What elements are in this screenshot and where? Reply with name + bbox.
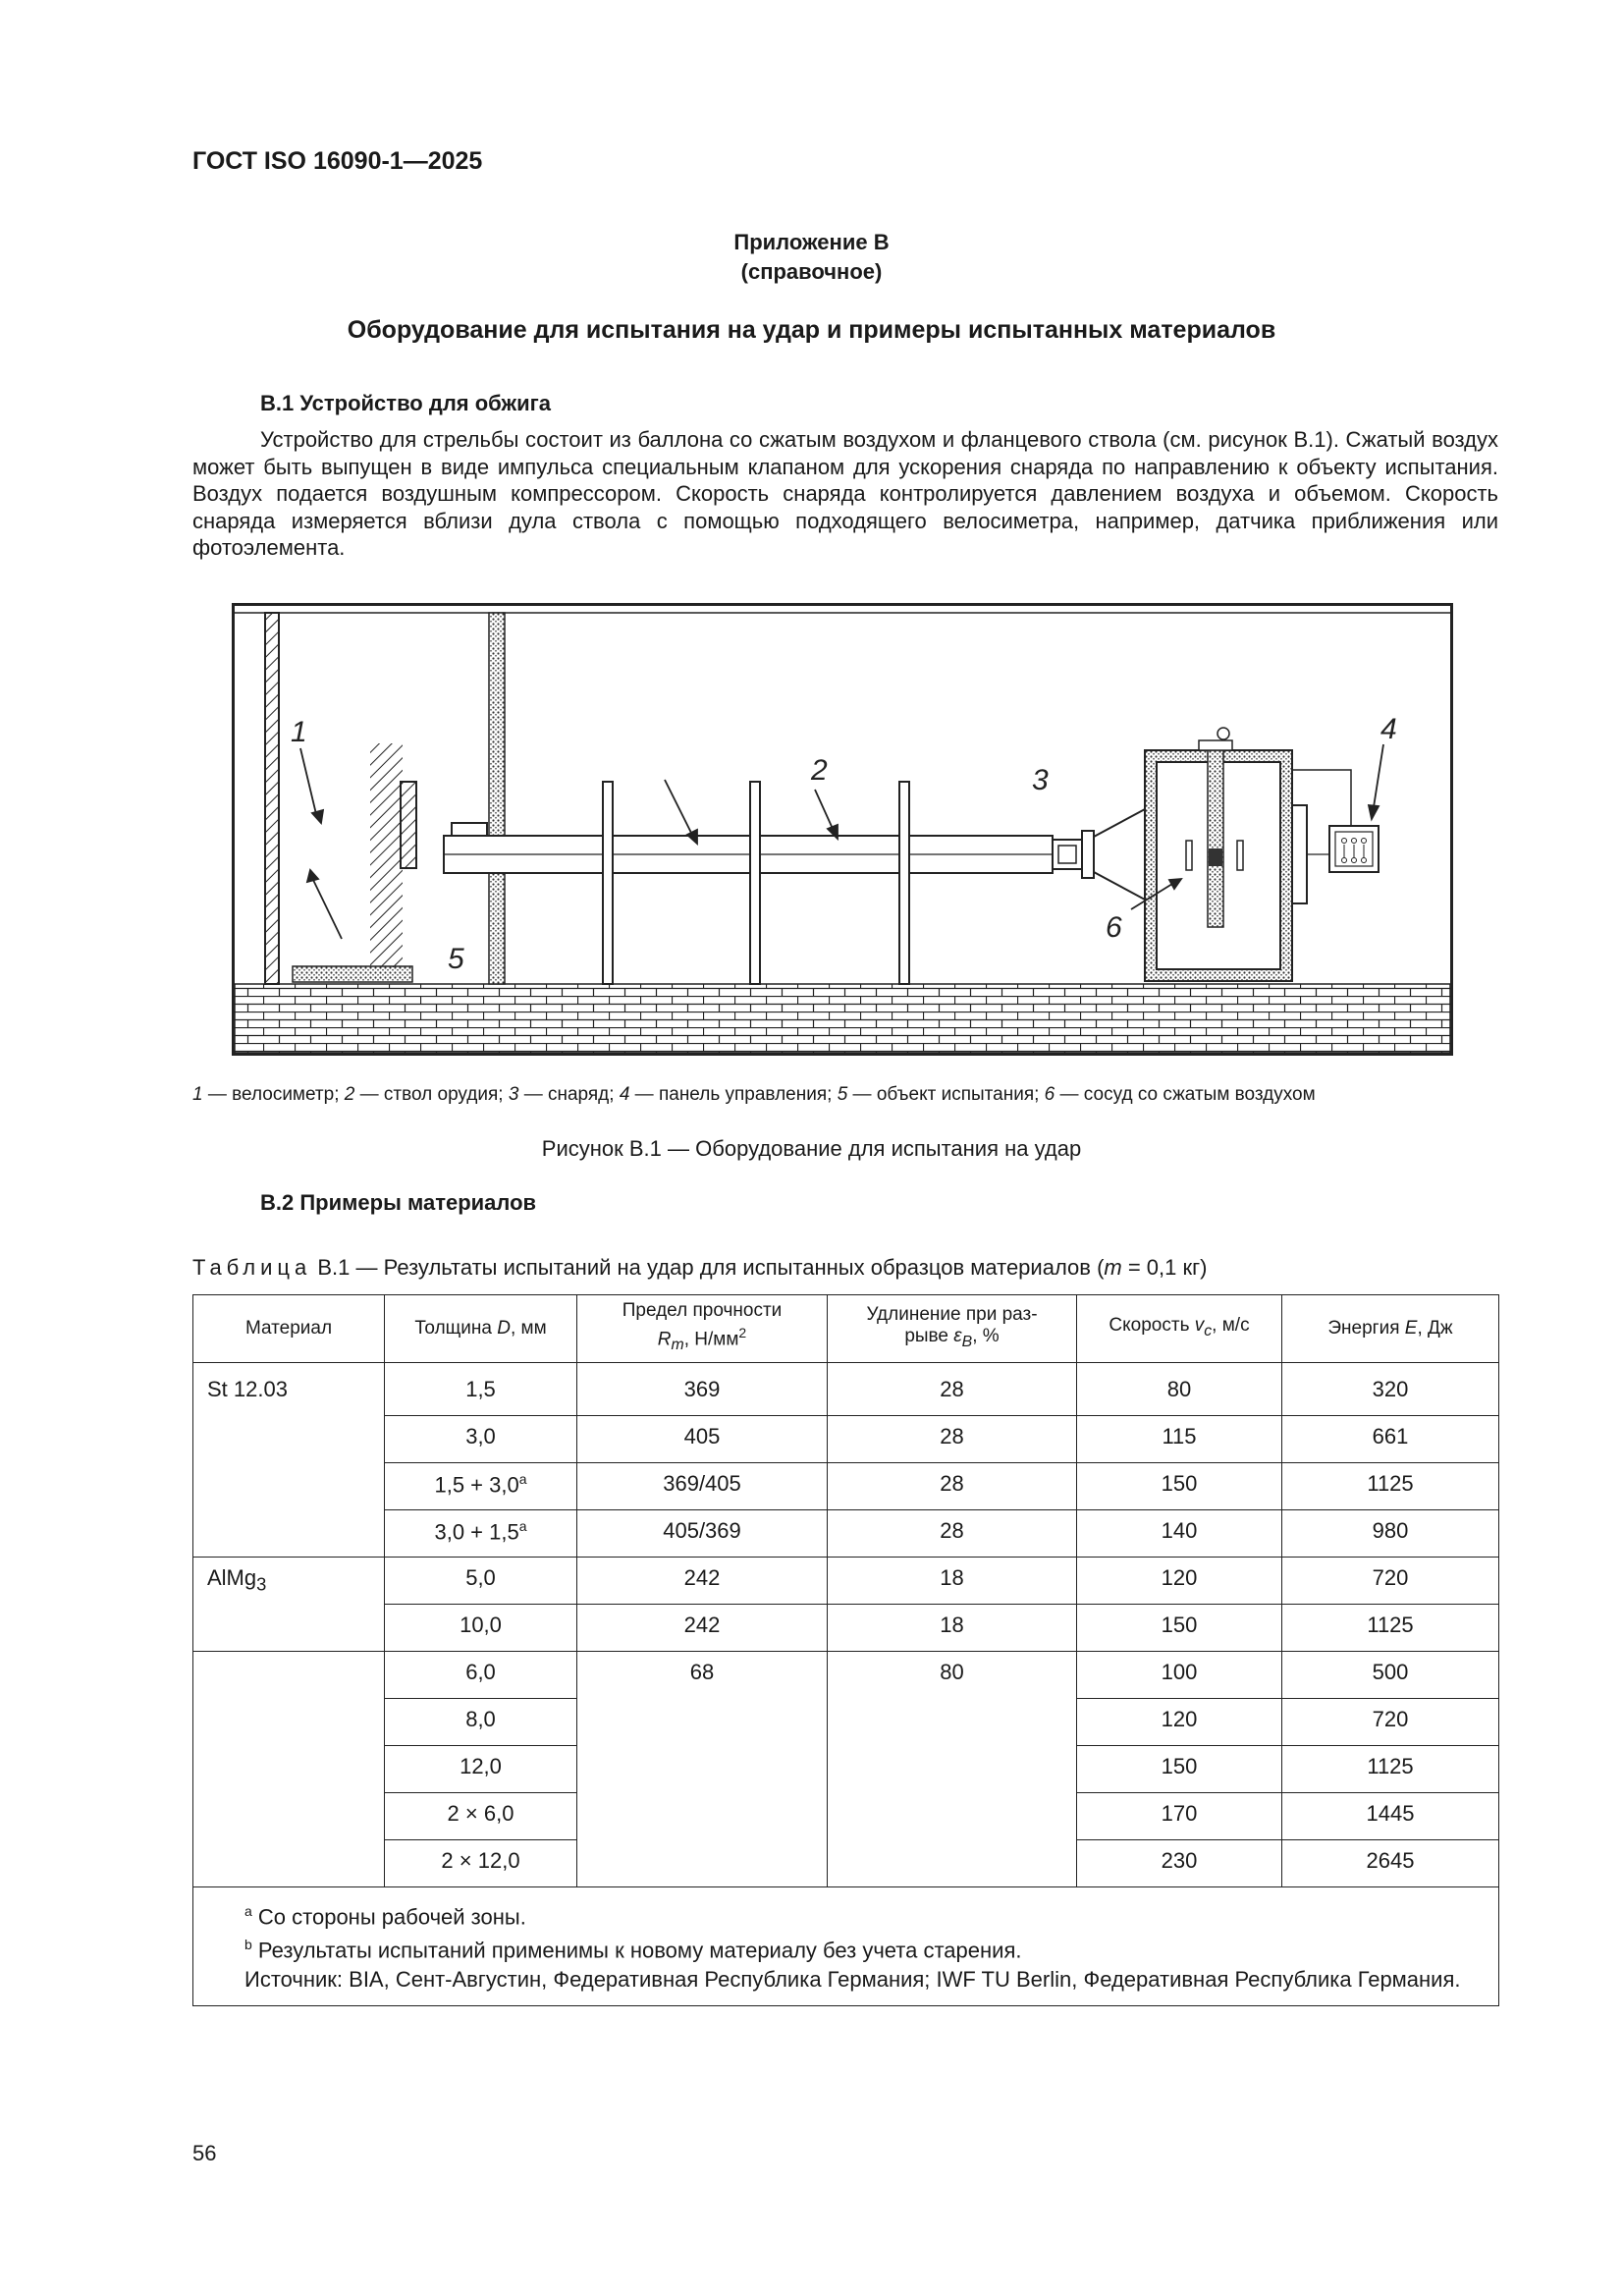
thickness-cell: 3,0 + 1,5$^a$ xyxy=(385,1510,577,1558)
elongation-cell: 28 xyxy=(828,1510,1077,1558)
speed-cell: 100 xyxy=(1077,1652,1282,1699)
speed-cell: 120 xyxy=(1077,1699,1282,1746)
col-material: Материал xyxy=(193,1295,385,1363)
strength-cell: 68 xyxy=(577,1652,828,1887)
energy-cell: 1125 xyxy=(1282,1605,1499,1652)
thickness-cell: 3,0 xyxy=(385,1416,577,1463)
figure-label-2: 2 xyxy=(811,754,828,787)
speed-cell: 150 xyxy=(1077,1746,1282,1793)
thickness-cell: 5,0 xyxy=(385,1558,577,1605)
energy-cell: 720 xyxy=(1282,1699,1499,1746)
strength-cell: 242 xyxy=(577,1605,828,1652)
energy-cell: 1445 xyxy=(1282,1793,1499,1840)
thickness-cell: 10,0 xyxy=(385,1605,577,1652)
thickness-cell: 1,5 + 3,0$^a$ xyxy=(385,1463,577,1510)
elongation-cell: 28 xyxy=(828,1363,1077,1416)
elongation-cell: 80 xyxy=(828,1652,1077,1887)
section-1-heading: В.1 Устройство для обжига xyxy=(260,391,552,415)
section-2-heading: В.2 Примеры материалов xyxy=(260,1190,537,1215)
speed-cell: 150 xyxy=(1077,1463,1282,1510)
figure-label-1: 1 xyxy=(291,716,307,748)
thickness-cell: 12,0 xyxy=(385,1746,577,1793)
section-1-paragraph xyxy=(192,426,1498,562)
table-row xyxy=(193,1605,1499,1652)
section-1-text: Устройство для стрельбы состоит из баллона со сжатым воздухом и фланцевого ствола (см. рисунок В.1). Сжатый воздух может быть выпущен в виде импульса специальным клапаном для ускорения снаряда по направлению к объекту испытания. Воздух подается воздушным компрессором. Скорость снаряда контролируется давлением воздуха и объемом. Скорость снаряда измеряется вблизи дула ствола с помощью подходящего велосиметра, например, датчика приближения или фотоэлемента. xyxy=(192,427,1498,560)
table-row xyxy=(193,1416,1499,1463)
brick-floor xyxy=(235,984,1450,1053)
strength-cell: 405 xyxy=(577,1416,828,1463)
strength-cell: 405/369 xyxy=(577,1510,828,1558)
annex-subtitle: (справочное) xyxy=(740,259,883,284)
figure-caption: Рисунок В.1 — Оборудование для испытания на удар xyxy=(541,1136,1082,1161)
material-cell: St 12.03 xyxy=(193,1363,385,1558)
energy-cell: 1125 xyxy=(1282,1463,1499,1510)
energy-cell: 661 xyxy=(1282,1416,1499,1463)
strength-cell: 369/405 xyxy=(577,1463,828,1510)
table-row xyxy=(193,1652,1499,1699)
energy-cell: 1125 xyxy=(1282,1746,1499,1793)
annex-heading: Оборудование для испытания на удар и примеры испытанных материалов xyxy=(347,316,1276,344)
speed-cell: 80 xyxy=(1077,1363,1282,1416)
target-support xyxy=(370,743,403,967)
speed-cell: 115 xyxy=(1077,1416,1282,1463)
figure-label-4: 4 xyxy=(1380,713,1397,745)
col-energy: Энергия E, Дж xyxy=(1282,1295,1499,1363)
footnote-b: $^b$ Результаты испытаний применимы к новому материалу без учета старения. xyxy=(244,1937,1022,1963)
elongation-cell: 28 xyxy=(828,1463,1077,1510)
thickness-cell: 8,0 xyxy=(385,1699,577,1746)
strength-cell: 242 xyxy=(577,1558,828,1605)
col-strength: Предел прочности $R_m$, $Н/мм^2$ xyxy=(577,1295,828,1363)
elongation-cell: 18 xyxy=(828,1605,1077,1652)
figure-label-6: 6 xyxy=(1106,911,1122,944)
thickness-cell: 2 × 12,0 xyxy=(385,1840,577,1887)
impact-results-table xyxy=(192,1294,1499,2006)
source-note: Источник: BIA, Сент-Августин, Федеративная Республика Германия; IWF TU Berlin, Федеративная Республика Германия. xyxy=(244,1966,1461,1992)
table-notes xyxy=(193,1887,1499,2006)
figure-legend: 1 — велосиметр; 2 — ствол орудия; 3 — снаряд; 4 — панель управления; 5 — объект испытания; 6 — сосуд со сжатым воздухом xyxy=(192,1084,1316,1105)
speed-cell: 230 xyxy=(1077,1840,1282,1887)
figure-label-3: 3 xyxy=(1032,764,1049,796)
col-thickness: Толщина D, мм xyxy=(385,1295,577,1363)
energy-cell: 2645 xyxy=(1282,1840,1499,1887)
energy-cell: 720 xyxy=(1282,1558,1499,1605)
ground-plate xyxy=(293,966,412,982)
energy-cell: 320 xyxy=(1282,1363,1499,1416)
table-row xyxy=(193,1463,1499,1510)
table-row xyxy=(193,1510,1499,1558)
table-notes-row xyxy=(193,1887,1499,2006)
thickness-cell: 2 × 6,0 xyxy=(385,1793,577,1840)
impact-test-figure xyxy=(232,603,1454,1057)
velocimeter xyxy=(452,823,487,836)
speed-cell: 170 xyxy=(1077,1793,1282,1840)
material-cell-empty xyxy=(193,1652,385,1887)
speed-cell: 150 xyxy=(1077,1605,1282,1652)
thickness-cell: 1,5 xyxy=(385,1363,577,1416)
material-cell: AlMg$_3$ xyxy=(193,1558,385,1652)
col-speed: Скорость $v_c$, м/с xyxy=(1077,1295,1282,1363)
speed-cell: 140 xyxy=(1077,1510,1282,1558)
annex-title: Приложение В xyxy=(733,230,890,254)
footnote-a: $^a$ Со стороны рабочей зоны. xyxy=(244,1903,526,1930)
col-elongation: Удлинение при раз- рыве $\varepsilon_B$, % xyxy=(828,1295,1077,1363)
table-header-row xyxy=(193,1295,1499,1363)
test-object xyxy=(401,782,416,868)
elongation-cell: 28 xyxy=(828,1416,1077,1463)
table-row xyxy=(193,1363,1499,1416)
page-number: 56 xyxy=(192,2141,217,2165)
table-row xyxy=(193,1558,1499,1605)
dotted-wall xyxy=(489,613,505,984)
thickness-cell: 6,0 xyxy=(385,1652,577,1699)
strength-cell: 369 xyxy=(577,1363,828,1416)
energy-cell: 500 xyxy=(1282,1652,1499,1699)
energy-cell: 980 xyxy=(1282,1510,1499,1558)
left-wall xyxy=(265,613,279,984)
document-header: ГОСТ ISO 16090-1—2025 xyxy=(192,147,483,175)
speed-cell: 120 xyxy=(1077,1558,1282,1605)
elongation-cell: 18 xyxy=(828,1558,1077,1605)
figure-label-5: 5 xyxy=(448,943,464,975)
table-caption: Таблица В.1 — Результаты испытаний на удар для испытанных образцов материалов (m = 0,1 кг) xyxy=(192,1255,1208,1280)
